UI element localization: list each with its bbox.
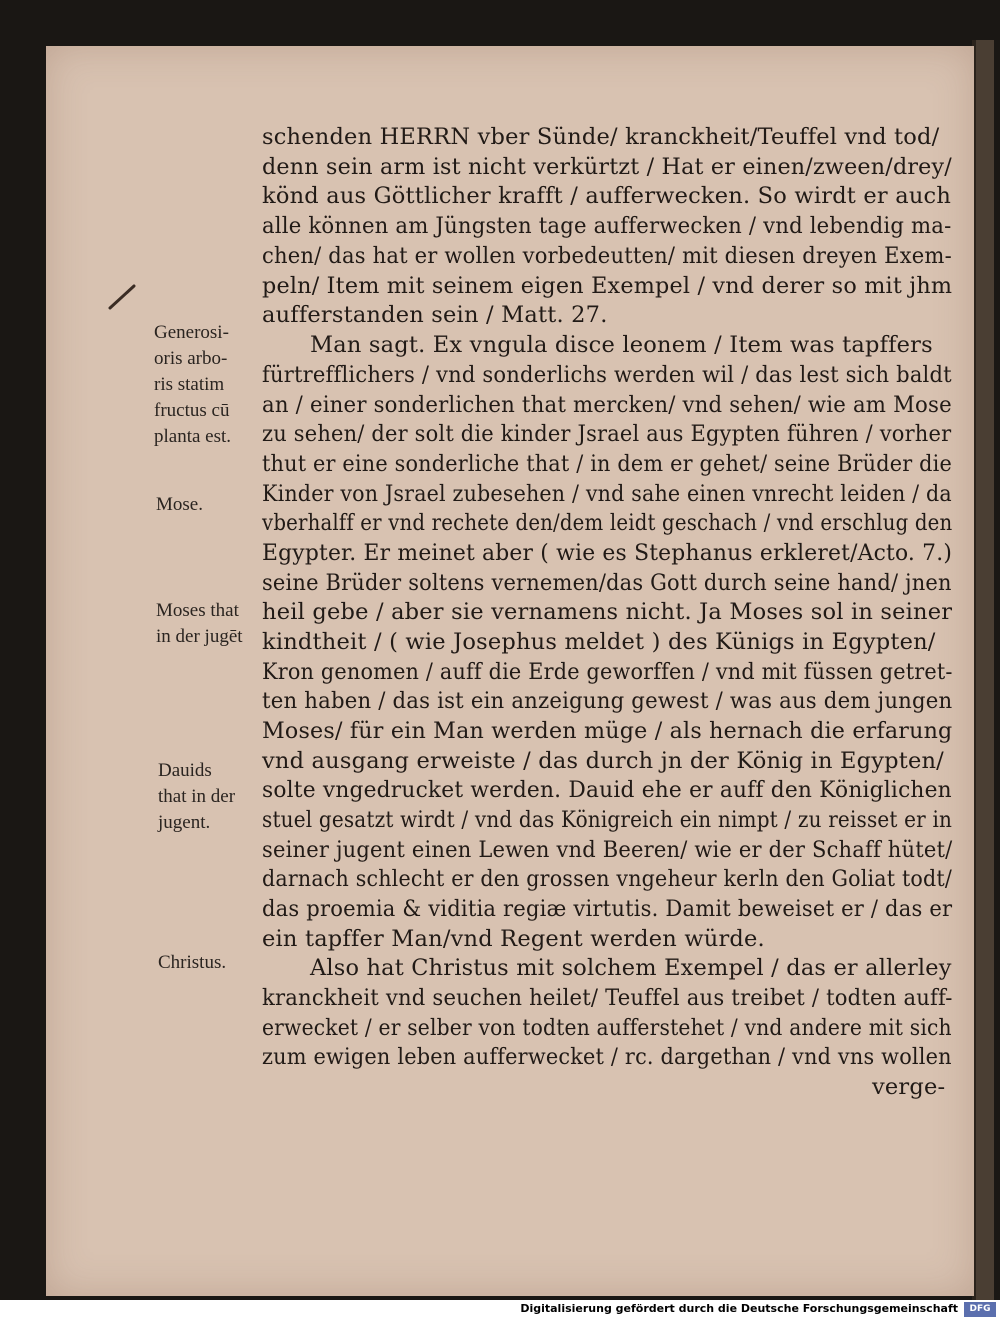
text-line: denn sein arm ist nicht verkürtzt / Hat er einen/zween/drey/ (262, 154, 952, 180)
margin-note: planta est. (154, 426, 232, 447)
text-line: Also hat Christus mit solchem Exempel / das er allerley (310, 955, 952, 981)
text-line: ein tapffer Man/vnd Regent werden würde. (262, 926, 765, 952)
footer (0, 1300, 1000, 1320)
margin-note: jugent. (158, 812, 211, 833)
margin-note: that in der (158, 786, 236, 807)
book-edge (972, 40, 994, 1300)
margin-note: ris statim (154, 374, 225, 395)
margin-note: oris arbo- (154, 348, 228, 369)
text-line: heil gebe / aber sie vernamens nicht. Ja Moses sol in seiner (262, 599, 953, 625)
margin-note: Christus. (158, 952, 227, 973)
text-line: vnd ausgang erweiste / das durch jn der König in Egypten/ (262, 748, 944, 774)
text-line: fürtrefflichers / vnd sonderlichs werden wil / das lest sich baldt (262, 362, 952, 388)
margin-note: in der jugēt (156, 626, 243, 647)
text-line: aufferstanden sein / Matt. 27. (262, 302, 608, 328)
text-line: Kinder von Jsrael zubesehen / vnd sahe einen vnrecht leiden / da (262, 481, 952, 507)
text-line: kindtheit / ( wie Josephus meldet ) des Künigs in Egypten/ (262, 629, 936, 655)
text-line: vberhalff er vnd rechete den/dem leidt geschach / vnd erschlug den (262, 510, 953, 536)
ink-mark-icon (108, 282, 138, 310)
text-line: das proemia & viditia regiæ virtutis. Damit beweiset er / das er (262, 896, 953, 922)
text-line: thut er eine sonderliche that / in dem er gehet/ seine Brüder die (262, 451, 952, 477)
text-line: alle können am Jüngsten tage aufferwecken / vnd lebendig ma- (262, 213, 952, 239)
text-line: zu sehen/ der solt die kinder Jsrael aus Egypten führen / vorher (262, 421, 952, 447)
text-line: erwecket / er selber von todten aufferstehet / vnd andere mit sich (262, 1015, 952, 1041)
text-line: stuel gesatzt wirdt / vnd das Königreich ein nimpt / zu reisset er in (262, 807, 953, 833)
text-line: kranckheit vnd seuchen heilet/ Teuffel aus treibet / todten auff- (262, 985, 953, 1011)
text-line: Man sagt. Ex vngula disce leonem / Item was tapffers (310, 332, 933, 358)
text-line: zum ewigen leben aufferwecket / rc. dargethan / vnd vns wollen (262, 1044, 952, 1070)
margin-note: Dauids (158, 760, 212, 781)
text-line: peln/ Item mit seinem eigen Exempel / vnd derer so mit jhm (262, 273, 953, 299)
margin-note: Moses that (156, 600, 239, 621)
text-line: Moses/ für ein Man werden müge / als hernach die erfarung (262, 718, 953, 744)
text-line: schenden HERRN vber Sünde/ kranckheit/Teuffel vnd tod/ (262, 124, 940, 150)
text-line: seine Brüder soltens vernemen/das Gott durch seine hand/ jnen (262, 570, 952, 596)
text-line: an / einer sonderlichen that mercken/ vnd sehen/ wie am Mose (262, 392, 952, 418)
text-line: solte vngedrucket werden. Dauid ehe er auff den Königlichen (262, 777, 952, 803)
margin-note: fructus cū (154, 400, 230, 421)
margin-note: Mose. (156, 494, 203, 515)
text-line: darnach schlecht er den grossen vngeheur kerln den Goliat todt/ (262, 866, 952, 892)
text-line: Kron genomen / auff die Erde geworffen / vnd mit füssen getret- (262, 659, 953, 685)
text-line: seiner jugent einen Lewen vnd Beeren/ wie er der Schaff hütet/ (262, 837, 953, 863)
margin-note: Generosi- (154, 322, 229, 343)
funding-notice: Digitalisierung gefördert durch die Deutsche Forschungsgemeinschaft (520, 1302, 958, 1315)
text-line: chen/ das hat er wollen vorbedeutten/ mit diesen dreyen Exem- (262, 243, 952, 269)
dfg-logo: DFG (964, 1302, 996, 1317)
catchword: verge- (872, 1074, 946, 1100)
text-line: ten haben / das ist ein anzeigung gewest / was aus dem jungen (262, 688, 953, 714)
text-line: Egypter. Er meinet aber ( wie es Stephanus erkleret/Acto. 7.) (262, 540, 953, 566)
text-line: könd aus Göttlicher krafft / aufferwecken. So wirdt er auch (262, 183, 952, 209)
